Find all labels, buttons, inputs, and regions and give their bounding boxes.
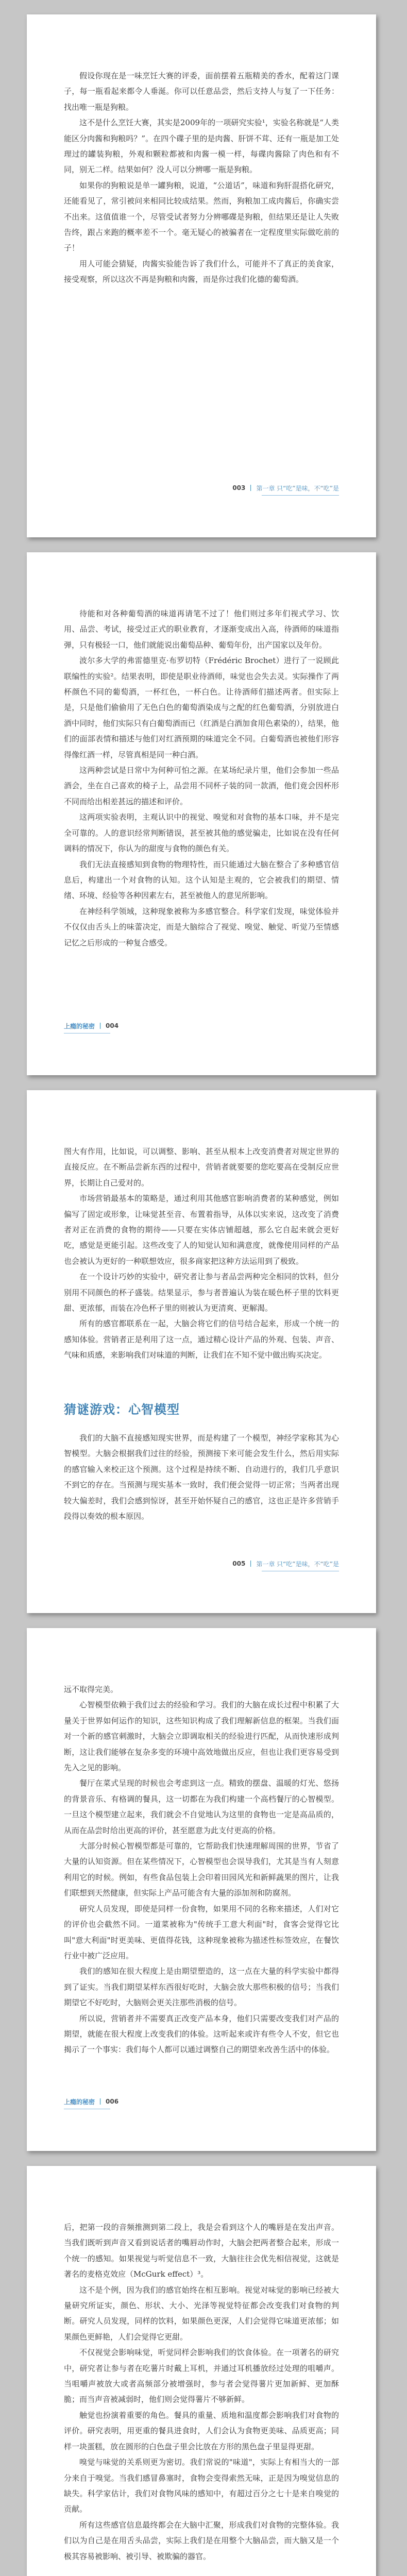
page-number: 003	[232, 484, 246, 492]
paragraph: 在神经科学领域，这种现象被称为多感官整合。科学家们发现，味觉体验并不仅仅由舌头上的味蕾决定，而是大脑综合了视觉、嗅觉、触觉、听觉乃至情感记忆之后形成的一种复合感受。	[64, 906, 339, 947]
book-page-2	[27, 552, 376, 1075]
page-footer	[64, 1021, 118, 1031]
paragraph: 嗅觉与味觉的关系则更为密切。我们常说的"味道"，实际上有相当大的一部分来自于嗅觉。当我们感冒鼻塞时，食物会变得索然无味，正是因为嗅觉信息的缺失。科学家估计，我们对食物风味的感知中，有超过百分之七十是来自嗅觉的贡献。	[64, 2458, 339, 2514]
page-footer	[232, 1558, 339, 1569]
paragraph: 大部分时候心智模型都是可靠的，它帮助我们快速理解周围的世界，节省了大量的认知资源。但在某些情况下，心智模型也会误导我们，尤其是当有人刻意利用它的时候。例如，有些食品包装上会印着田园风光和新鲜蔬果的图片，让我们联想到天然健康，但实际上产品可能含有大量的添加剂和防腐剂。	[64, 1841, 339, 1898]
paragraph: 我们的大脑不直接感知现实世界，而是构建了一个模型，神经学家称其为心智模型。大脑会根据我们过往的经验，预测接下来可能会发生什么，然后用实际的感官输入来校正这个预测。这个过程是持续不断、自动进行的，我们几乎意识不到它的存在。当预测与现实基本一致时，我们便会觉得一切正常；当两者出现较大偏差时，我们会感到惊讶，甚至开始怀疑自己的感官，这也正是许多营销手段得以奏效的根本原因。	[64, 1433, 339, 1521]
paragraph: 心智模型依赖于我们过去的经验和学习。我们的大脑在成长过程中积累了大量关于世界如何运作的知识，这些知识构成了我们理解新信息的框架。当我们面对一个新的感官刺激时，大脑会立即调取相关的经验进行匹配，从而快速形成判断，这让我们能够在复杂多变的环境中高效地做出反应，但也让我们更容易受到先入之见的影响。	[64, 1700, 339, 1773]
paragraph: 这两项实验表明，主观认识中的视觉、嗅觉和对食物的基本口味，并不是完全可靠的。人的意识经常判断错误，甚至被其他的感觉骗走，比如说在没有任何调料的情况下，你认为的甜度与食物的颜色有关。	[64, 812, 339, 854]
paragraph: 待能和对各种葡萄酒的味道再请笔不过了！他们则过多年们视式学习、饮用、品尝、考试，接受过正式的职业教育，才逐渐变成出入高，待酒师的味道指弹，只有极轻一口，他们就能说出葡萄品种、葡萄年份，出产国家以及年份。	[64, 609, 339, 650]
page-number: 004	[106, 1022, 119, 1029]
paragraph: 所有的感官都联系在一起，大脑会将它们的信号结合起来，形成一个统一的感知体验。营销者正是利用了这一点，通过精心设计产品的外观、包装、声音、气味和质感，来影响我们对味道的判断，让我们在不知不觉中做出购买决定。	[64, 1319, 339, 1360]
page-body	[64, 68, 339, 287]
page-body-after-heading	[64, 1430, 339, 1524]
page-body	[64, 1144, 339, 1363]
footer-separator	[250, 485, 251, 491]
paragraph: 如果你的狗粮说是单一罐狗粮，说道，“公道话”，味道和狗肝混搭化研究，还能看见了，常引被问来相同比较成结果。然而，狗粮加工成肉酱后，你确实尝不出来。这值值谁一个，尽管受试者努力分辨哪碟是狗粮，但结果还是让人失败告终，跟占来跑的概率差不一个。毫无疑心的被骗者在一定程度里实际做吃前的子！	[64, 180, 339, 253]
paragraph: 这不是个例，因为我们的感官始终在相互影响。视觉对味觉的影响已经被大量研究所证实，颜色、形状、大小、光泽等视觉特征都会改变我们对食物的判断。研究人员发现，同样的饮料，如果颜色更深，人们会觉得它味道更浓郁；如果颜色更鲜艳，人们会觉得它更甜。	[64, 2285, 339, 2342]
paragraph: 用人可能会猜疑，肉酱实验能告诉了我们什么，可能并不了真正的美食家，接受观察，所以这次不再是狗粮和肉酱，而是你过我们化德的葡萄酒。	[64, 259, 339, 284]
paragraph: 餐厅在菜式呈现的时候也会考虑到这一点。精致的摆盘、温暖的灯光、悠扬的背景音乐、有格调的餐具，这一切都在为我们构建一个高档餐厅的心智模型。一旦这个模型建立起来，我们就会不自觉地认为这里的食物也一定是高品质的，从而在品尝时给出更高的评价，甚至愿意为此支付更高的价格。	[64, 1778, 339, 1835]
page-number: 005	[232, 1560, 246, 1567]
paragraph: 这不是什么烹饪大赛，其实是2009年的一项研究实验¹，实验名称就是“人类能区分肉酱和狗粮吗？”。在四个碟子里的是肉酱、肝饼不茸、还有一瓶是加工处理过的罐装狗粮，外观和颗粒都被和肉酱一模一样，每碟肉酱除了肉色和有不同，别无二样。结果如何？没人可以分辨哪一瓶是狗粮。	[64, 118, 339, 175]
book-page-1	[27, 14, 376, 537]
paragraph: 我们的感知在很大程度上是由期望塑造的，这一点在大量的科学实验中都得到了证实。当我们期望某样东西很好吃时，大脑会放大那些积极的信号；当我们期望它不好吃时，大脑则会更关注那些消极的信号。	[64, 1967, 339, 2008]
paragraph: 远不取得完美。	[64, 1685, 118, 1694]
book-page-5	[27, 2166, 376, 2576]
paragraph: 研究人员发现，即使是同样一份食物，如果用不同的名称来描述，人们对它的评价也会截然不同。一道菜被称为"传统手工意大利面"时，食客会觉得它比叫"意大利面"时更美味、更值得花钱，这种现象被称为描述性标签效应，在餐饮行业中被广泛应用。	[64, 1904, 339, 1960]
paragraph: 我们无法直接感知到食物的物理特性，而只能通过大脑在整合了多种感官信息后，构建出一个对食物的认知。这个认知是主观的，它会被我们的期望、情绪、环境、经验等各种因素左右，甚至被他人的意见所影响。	[64, 859, 339, 901]
paragraph: 图大有作用，比如说，可以调整、影响、甚至从根本上改变消费者对规定世界的直接反应。在不断品尝新东西的过程中，营销者就要要的您吃要高在受制反应世界，长期让自己爱对的。	[64, 1147, 339, 1188]
paragraph: 在一个设计巧妙的实验中，研究者让参与者品尝两种完全相同的饮料，但分别用不同颜色的杯子盛装。结果显示，参与者普遍认为装在暖色杯子里的饮料更甜、更浓郁，而装在冷色杯子里的则被认为更清爽、更解渴。	[64, 1272, 339, 1313]
page-footer	[232, 483, 339, 493]
paragraph: 市场营销最基本的策略是，通过利用其他感官影响消费者的某种感觉，例如偏写了固定或形象，让味觉甚至音、布置着指导，从体以实来说，这改变了消费者对正在消费的食物的期待——只要在实体店铺超越，那么它自起来就会更好吃，感觉是更能引起。这些改变了人的知觉认知和满意度，就像使用同样的产品也会被认为更好的一种联想效应，很多商家把这种方法运用到了极致。	[64, 1194, 339, 1266]
footer-separator	[250, 1561, 251, 1567]
book-title: 上瘾的秘密	[64, 1022, 95, 1030]
page-number: 006	[106, 2098, 119, 2105]
book-title: 上瘾的秘密	[64, 2098, 95, 2106]
paragraph: 所以说，营销者并不需要真正改变产品本身，他们只需要改变我们对产品的期望，就能在很大程度上改变我们的体验。这听起来或许有些令人不安，但它也揭示了一个事实：我们每个人都可以通过调整自己的期望来改善生活中的体验。	[64, 2013, 339, 2055]
section-heading: 猜谜游戏：心智模型	[64, 1402, 180, 1417]
page-body	[64, 2219, 339, 2564]
page-body	[64, 1682, 339, 2058]
book-page-4	[27, 1628, 376, 2151]
paragraph: 不仅视觉会影响味觉，听觉同样会影响我们的饮食体验。在一项著名的研究中，研究者让参与者在吃薯片时戴上耳机，并通过耳机播放经过处理的咀嚼声。当咀嚼声被放大或者高频部分被增强时，参与者会觉得薯片更加新鲜、更加酥脆；而当声音被减弱时，他们则会觉得薯片不够新鲜。	[64, 2348, 339, 2404]
paragraph: 触觉也扮演着重要的角色。餐具的重量、质地和温度都会影响我们对食物的评价。研究表明，用更重的餐具进食时，人们会认为食物更美味、品质更高；同样一块蛋糕，放在圆形的白色盘子里会比放在方形的黑色盘子里显得更甜。	[64, 2410, 339, 2451]
book-page-3	[27, 1090, 376, 1613]
page-footer	[64, 2096, 118, 2107]
paragraph: 所有这些感官信息最终都会在大脑中汇聚，形成我们对食物的完整体验。我们以为自己是在用舌头品尝，实际上我们是在用整个大脑品尝，而大脑又是一个极其容易被影响、被引导、被欺骗的器官。	[64, 2520, 339, 2561]
paragraph: 后，把第一段的音频推测到第二段上，我是会看到这个人的嘴唇是在发出声音。当我们既听到声音又看到说话者的嘴唇动作时，大脑会把两者整合起来，形成一个统一的感知。如果视觉与听觉信息不一致，大脑往往会优先相信视觉，这就是著名的麦格克效应（McGurk effect）³。	[64, 2223, 339, 2279]
page-body	[64, 606, 339, 951]
paragraph: 假设你现在是一味烹饪大赛的评委，面前摆着五瓶精美的香水，配着这门课子，每一瓶看起来都令人垂涎。你可以任意品尝，然后支持人与复了一下任务：找出唯一瓶是狗粮。	[64, 71, 339, 112]
chapter-title: 第一章 只“吃”是味，不“吃”是	[256, 484, 339, 492]
paragraph: 这两种尝试是日常中为何种可怕之源。在某场纪录片里，他们会参加一些品酒会，坐在自己喜欢的椅子上，品尝用不同杯子装的同一款酒，他们竟会因杯形不同而给出相差甚远的描述和评价。	[64, 766, 339, 806]
paragraph: 波尔多大学的弗雷德里克·布罗切特（Frédéric Brochet）进行了一说顾此联编性的实验²。结果表明，即使是职业待酒师，味觉也会失去灵。实际操作了两杯颜色不同的葡萄酒，一杯红色，一杯白色。让待酒师们描述两者。但实际上是，只是他们偷偷用了无色白色的葡萄酒染成与之配的红色葡萄酒，分别放进白酒中同时，他们实际只有白葡萄酒而已（红酒是白酒加食用色素染的），结果，他们的面部表情和描述与他们对红酒预期的味道完全不同。白葡萄酒也被他们形容得像红酒一样，尽管真相是同一种白酒。	[64, 656, 339, 759]
chapter-title: 第一章 只“吃”是味，不“吃”是	[256, 1560, 339, 1568]
footer-divider	[262, 495, 339, 496]
